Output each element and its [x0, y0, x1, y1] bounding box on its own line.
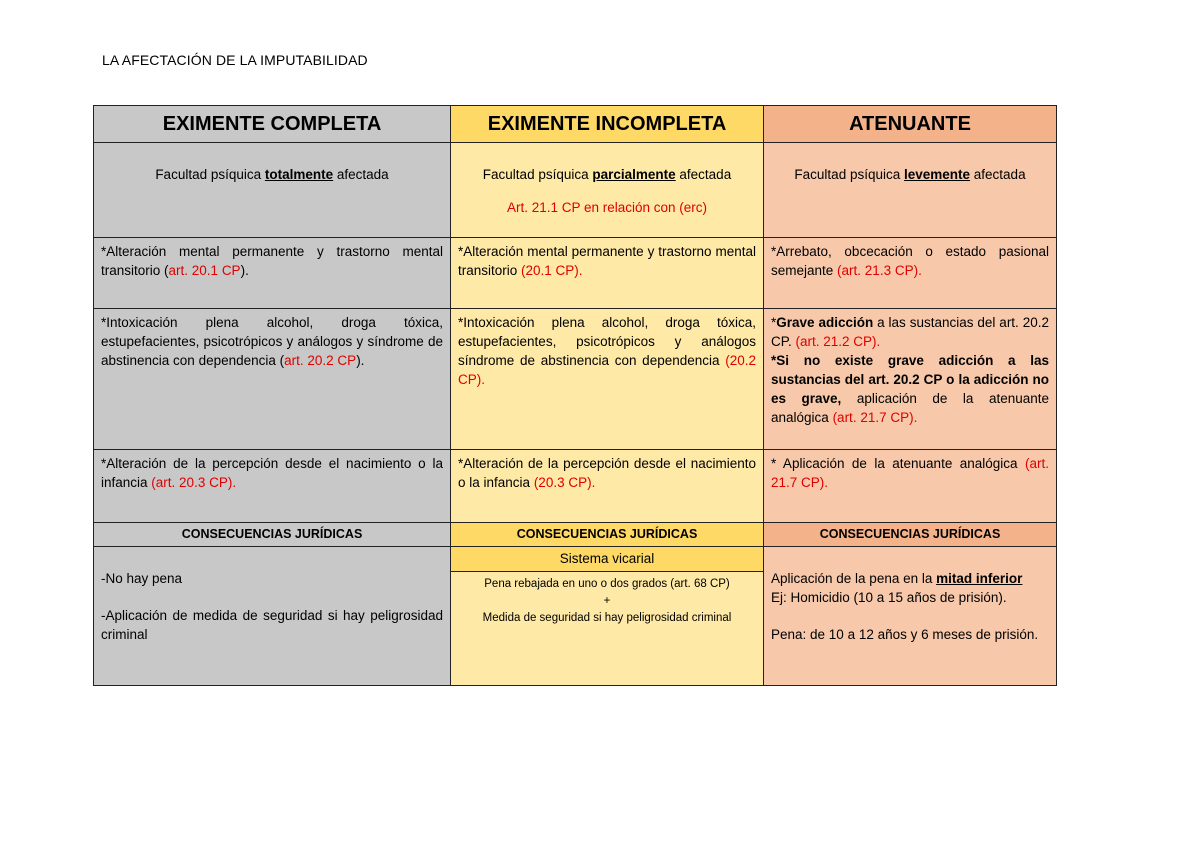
aplicacion-pena: Aplicación de la pena en la — [771, 571, 937, 586]
cell-text: * Aplicación de la atenuante analógica — [771, 456, 1025, 471]
facultad-cell-incompleta — [451, 143, 764, 238]
cell-text-end: ). — [356, 353, 365, 368]
cell-text: *Arrebato, obcecación o estado pasional semejante — [771, 244, 1049, 278]
grave-adiccion-atenuante — [764, 309, 1057, 450]
article-ref: (20.2 CP). — [458, 353, 756, 387]
no-hay-pena: -No hay pena — [101, 571, 183, 586]
alteracion-mental-incompleta — [451, 238, 764, 309]
facultad-cell-completa — [94, 143, 451, 238]
article-ref: (art. 21.7 CP). — [771, 456, 1049, 490]
facultad-prefix: Facultad psíquica — [794, 167, 904, 182]
facultad-cell-atenuante — [764, 143, 1057, 238]
document-title: LA AFECTACIÓN DE LA IMPUTABILIDAD — [102, 52, 368, 68]
percepcion-completa — [94, 450, 451, 523]
article-ref: (art. 21.3 CP). — [837, 263, 922, 278]
ejemplo-homicidio: Ej: Homicidio (10 a 15 años de prisión). — [771, 590, 1007, 605]
percepcion-incompleta — [451, 450, 764, 523]
facultad-row — [94, 143, 1057, 238]
cell-text: *Alteración mental permanente y trastorno mental transitorio ( — [101, 244, 443, 278]
cell-text: a las sustancias del art. 20.2 CP. — [771, 315, 1049, 349]
plus-sign: + — [603, 595, 611, 607]
bullet-star: * — [771, 315, 777, 330]
cell-text: *Alteración de la percepción desde el nacimiento o la infancia — [101, 456, 443, 490]
arrebato-atenuante — [764, 238, 1057, 309]
header-eximente-incompleta: EXIMENTE INCOMPLETA — [451, 106, 764, 143]
consecuencias-completa — [94, 547, 451, 686]
cell-text-end: ). — [240, 263, 249, 278]
article-ref: (art. 21.2 CP). — [795, 334, 881, 349]
consecuencias-header-atenuante: CONSECUENCIAS JURÍDICAS — [764, 523, 1057, 547]
sistema-vicarial-body — [458, 572, 756, 627]
header-eximente-completa: EXIMENTE COMPLETA — [94, 106, 451, 143]
consecuencias-row — [94, 547, 1057, 686]
cell-text: *Intoxicación plena alcohol, droga tóxica, estupefacientes, psicotrópicos y análogos y síndrome de abstinencia con dependencia ( — [101, 315, 443, 368]
consecuencias-atenuante — [764, 547, 1057, 686]
cell-text: aplicación de la atenuante analógica — [771, 391, 1049, 425]
cell-text: *Alteración mental permanente y trastorno mental transitorio — [458, 244, 756, 278]
mitad-inferior: mitad inferior — [936, 571, 1023, 586]
header-row — [94, 106, 1057, 143]
consecuencias-header-incompleta: CONSECUENCIAS JURÍDICAS — [451, 523, 764, 547]
facultad-prefix: Facultad psíquica — [482, 167, 593, 182]
article-ref: art. 20.2 CP — [284, 353, 357, 368]
pena-resultado: Pena: de 10 a 12 años y 6 meses de prisión. — [771, 627, 1039, 642]
facultad-article-ref: Art. 21.1 CP en relación con (erc) — [506, 200, 708, 215]
cell-text: *Alteración de la percepción desde el nacimiento o la infancia — [458, 456, 756, 490]
imputabilidad-table — [93, 105, 1057, 686]
article-ref: (20.1 CP). — [521, 263, 583, 278]
consecuencias-header-completa: CONSECUENCIAS JURÍDICAS — [94, 523, 451, 547]
consecuencias-incompleta — [451, 547, 764, 686]
medida-seguridad-vicarial: Medida de seguridad si hay peligrosidad criminal — [482, 612, 732, 624]
alteracion-mental-completa — [94, 238, 451, 309]
consecuencias-header-row — [94, 523, 1057, 547]
grave-adiccion-label: Grave adicción — [776, 315, 874, 330]
analogica-atenuante — [764, 450, 1057, 523]
sistema-vicarial-title: Sistema vicarial — [451, 547, 763, 572]
cell-text: *Intoxicación plena alcohol, droga tóxica, estupefacientes, psicotrópicos y análogos síndrome de abstinencia con dependencia — [458, 315, 756, 368]
pena-rebajada: Pena rebajada en uno o dos grados (art. 68 CP) — [484, 578, 730, 590]
facultad-word-parcialmente: parcialmente — [592, 167, 676, 182]
facultad-suffix: afectada — [675, 167, 732, 182]
article-ref: (art. 21.7 CP). — [832, 410, 918, 425]
alteracion-mental-row — [94, 238, 1057, 309]
facultad-suffix: afectada — [970, 167, 1026, 182]
facultad-word-levemente: levemente — [903, 167, 971, 182]
facultad-suffix: afectada — [333, 167, 389, 182]
article-ref: (art. 20.3 CP). — [151, 475, 237, 490]
intoxicacion-row — [94, 309, 1057, 450]
header-atenuante: ATENUANTE — [764, 106, 1057, 143]
medida-seguridad: -Aplicación de medida de seguridad si hay peligrosidad criminal — [101, 608, 443, 642]
facultad-prefix: Facultad psíquica — [155, 167, 265, 182]
no-grave-adiccion-label: *Si no existe grave adicción a las sustancias del art. 20.2 CP o la adicción no es grave, — [771, 353, 1049, 406]
facultad-word-totalmente: totalmente — [264, 167, 334, 182]
intoxicacion-completa — [94, 309, 451, 450]
intoxicacion-incompleta — [451, 309, 764, 450]
percepcion-row — [94, 450, 1057, 523]
article-ref: (20.3 CP). — [533, 475, 596, 490]
article-ref: art. 20.1 CP — [168, 263, 241, 278]
